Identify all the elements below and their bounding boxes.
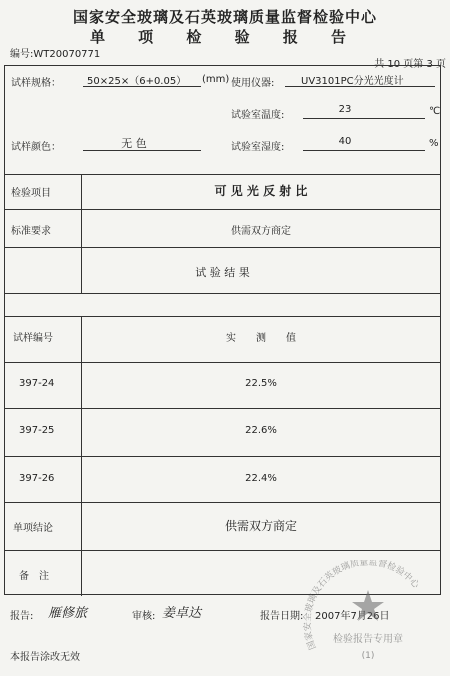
row-divider [5,502,440,503]
row-divider [5,362,440,363]
row-divider [5,247,440,248]
item-label: 检验项目 [11,188,51,199]
review-signature: 姜卓达 [162,606,202,621]
svg-text:国家安全玻璃及石英玻璃质量监督检验中心: 国家安全玻璃及石英玻璃质量监督检验中心 [303,560,421,651]
standard-label: 标准要求 [11,226,51,237]
col-divider [81,316,82,596]
results-title: 试 验 结 果 [195,266,250,279]
instrument-value: UV3101PC分光光度计 [301,76,404,87]
institute-title: 国家安全玻璃及石英玻璃质量监督检验中心 [72,8,377,26]
instrument-label: 使用仪器: [231,78,275,89]
report-table [4,65,441,595]
col-measured-value: 实 测 值 [226,333,296,344]
row-divider [5,408,440,409]
serial-number: 编号:WT20070771 [10,49,101,60]
svg-text:(1): (1) [361,651,375,661]
standard-value: 供需双方商定 [231,226,291,237]
sample-id: 397-24 [19,378,55,389]
date-label: 报告日期: [260,611,304,622]
svg-text:检验报告专用章: 检验报告专用章 [333,634,403,645]
size-unit: (mm) [202,74,230,85]
col-sample-id: 试样编号 [13,333,53,344]
row-divider [5,293,440,294]
conclusion-value: 供需双方商定 [224,519,297,533]
color-value: 无 色 [121,137,147,150]
footer-note: 本报告涂改无效 [10,652,80,663]
sample-id: 397-25 [19,425,55,436]
report-signature: 雁修旅 [48,606,88,621]
official-stamp [298,560,438,670]
temp-label: 试验室温度: [231,110,285,121]
report-title: 单 项 检 验 报 告 [89,28,361,46]
report-label: 报告: [10,611,34,622]
size-value: 50×25×（6+0.05） [87,76,187,87]
temp-unit: ℃ [429,106,441,117]
row-divider [5,174,440,175]
review-label: 审核: [132,611,156,622]
conclusion-label: 单项结论 [13,523,53,534]
page-info: 共 10 页第 3 页 [374,59,446,70]
sample-id: 397-26 [19,473,55,484]
humidity-unit: % [429,138,439,149]
measured-value: 22.5% [245,378,277,389]
temp-value: 23 [338,104,352,115]
report-date: 2007年7月26日 [315,611,390,622]
size-label: 试样规格： [11,78,61,89]
measured-value: 22.4% [245,473,277,484]
measured-value: 22.6% [245,425,277,436]
row-divider [5,550,440,551]
color-label: 试样颜色： [11,142,61,153]
humidity-label: 试验室湿度: [231,142,285,153]
humidity-value: 40 [338,136,352,147]
remarks-label: 备 注 [19,571,49,582]
row-divider [5,316,440,317]
row-divider [5,456,440,457]
row-divider [5,209,440,210]
item-value: 可 见 光 反 射 比 [214,184,308,198]
